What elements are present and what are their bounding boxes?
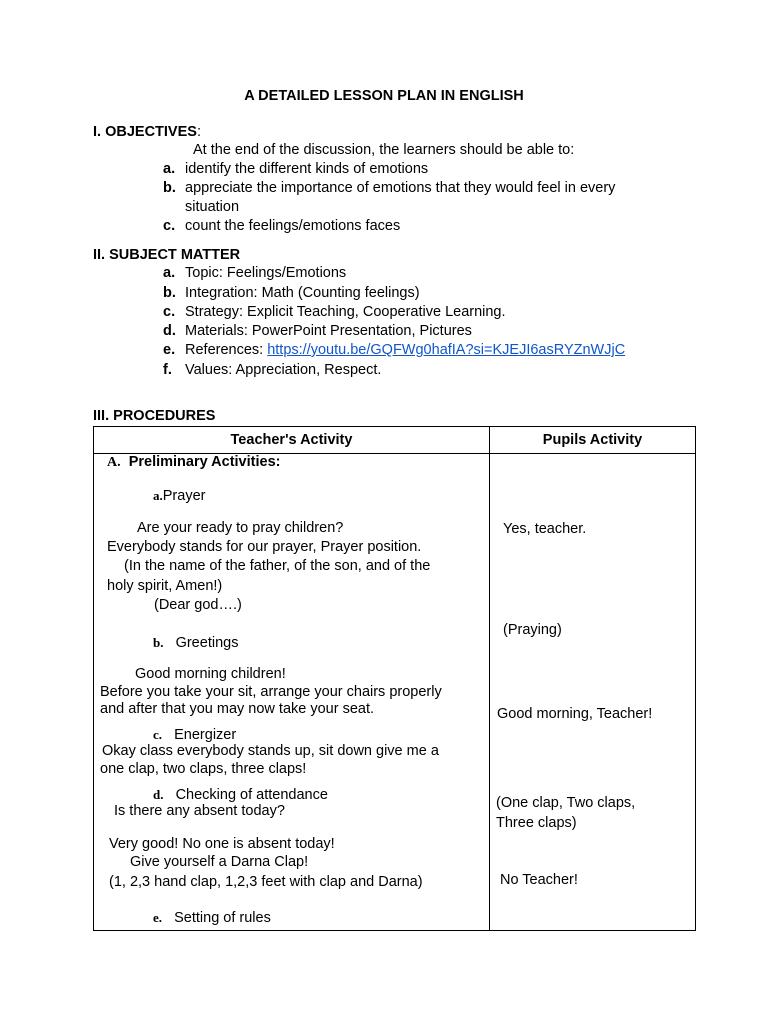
teacher-activity-header: Teacher's Activity xyxy=(94,427,490,454)
subject-matter-heading: II. SUBJECT MATTER xyxy=(93,247,241,263)
attendance-line: Very good! No one is absent today! xyxy=(109,836,335,852)
attendance-line: (1, 2,3 hand clap, 1,2,3 feet with clap and Darna) xyxy=(109,874,423,890)
procedures-heading: III. PROCEDURES xyxy=(93,408,216,424)
prayer-line: (In the name of the father, of the son, and of the xyxy=(124,558,431,574)
prayer-line: (Dear god….) xyxy=(154,597,242,613)
prayer-heading: a.Prayer xyxy=(153,488,206,504)
greeting-line: Before you take your sit, arrange your chairs properly xyxy=(100,684,442,700)
pupil-response: (One clap, Two claps, xyxy=(496,795,636,811)
subject-item: a. Topic: Feelings/Emotions xyxy=(163,265,347,281)
pupils-activity-header: Pupils Activity xyxy=(490,427,696,454)
objective-item: b. appreciate the importance of emotions that they would feel in every xyxy=(163,180,616,196)
subject-item: d. Materials: PowerPoint Presentation, Pictures xyxy=(163,323,472,339)
section-a-heading: A. Preliminary Activities: xyxy=(107,454,281,470)
pupil-response: Three claps) xyxy=(496,815,577,831)
pupil-response: Good morning, Teacher! xyxy=(497,706,653,722)
pupil-response: Yes, teacher. xyxy=(503,521,587,537)
subject-item: c. Strategy: Explicit Teaching, Cooperative Learning. xyxy=(163,304,506,320)
attendance-line: Give yourself a Darna Clap! xyxy=(130,854,309,870)
document-title: A DETAILED LESSON PLAN IN ENGLISH xyxy=(244,88,524,104)
prayer-line: holy spirit, Amen!) xyxy=(107,578,223,594)
attendance-heading: d. Checking of attendance xyxy=(153,787,328,803)
attendance-line: Is there any absent today? xyxy=(114,803,285,819)
prayer-line: Everybody stands for our prayer, Prayer position. xyxy=(107,539,422,555)
energizer-line: one clap, two claps, three claps! xyxy=(100,761,307,777)
objectives-colon: : xyxy=(196,124,201,140)
greeting-line: and after that you may now take your seat. xyxy=(100,701,375,717)
prayer-line: Are your ready to pray children? xyxy=(137,520,344,536)
pupil-response: (Praying) xyxy=(503,622,562,638)
greetings-heading: b. Greetings xyxy=(153,635,239,651)
reference-link[interactable]: https://youtu.be/GQFWg0hafIA?si=KJEJI6asRYZnWJjC xyxy=(267,342,626,358)
objective-item-continued: situation xyxy=(185,199,240,215)
energizer-line: Okay class everybody stands up, sit down give me a xyxy=(102,743,439,759)
subject-item: b. Integration: Math (Counting feelings) xyxy=(163,285,420,301)
objectives-intro: At the end of the discussion, the learners should be able to: xyxy=(193,142,575,158)
rules-heading: e. Setting of rules xyxy=(153,910,271,926)
objective-item: c. count the feelings/emotions faces xyxy=(163,218,401,234)
objectives-heading xyxy=(93,125,201,140)
subject-item-references: e. References: https://youtu.be/GQFWg0hafIA?si=KJEJI6asRYZnWJjC xyxy=(163,342,626,358)
pupil-response: No Teacher! xyxy=(500,872,578,888)
greeting-line: Good morning children! xyxy=(135,666,286,682)
objectives-heading-text: I. OBJECTIVES xyxy=(93,124,197,140)
energizer-heading: c. Energizer xyxy=(153,727,237,743)
subject-item: f. Values: Appreciation, Respect. xyxy=(163,362,382,378)
objective-item: a. identify the different kinds of emotions xyxy=(163,161,429,177)
